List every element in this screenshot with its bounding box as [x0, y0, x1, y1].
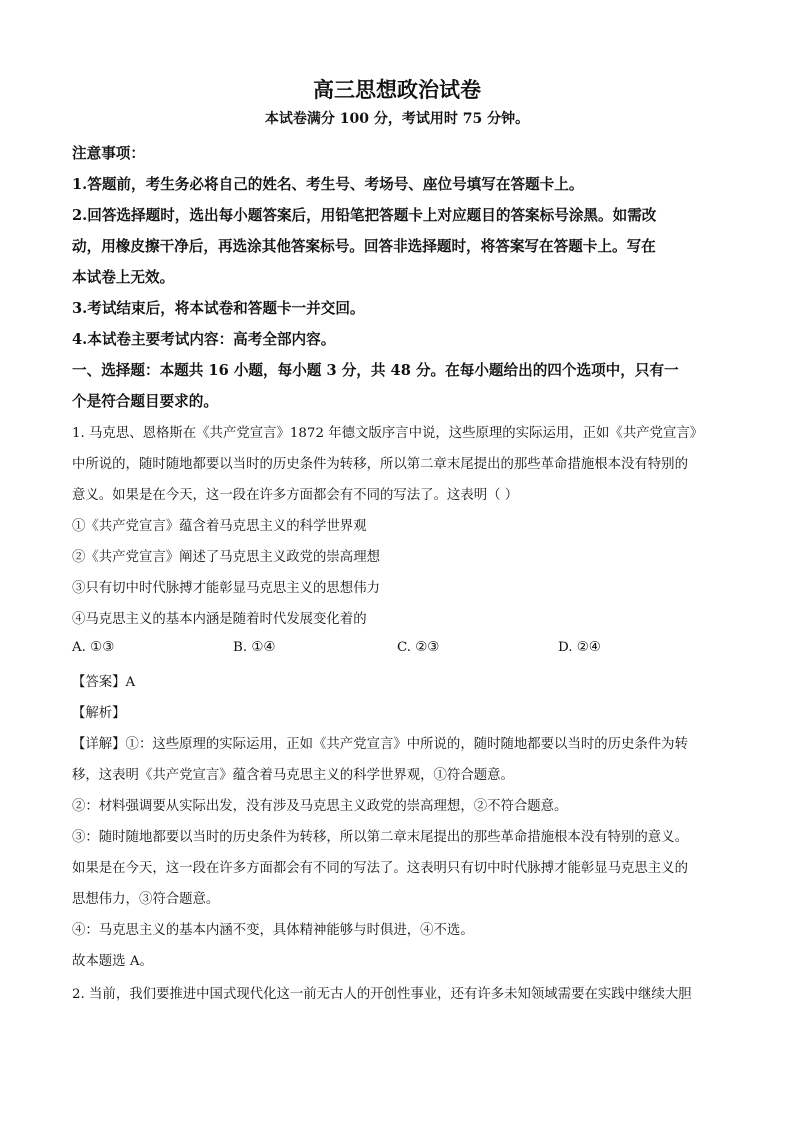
option-b: B. ①④	[233, 640, 276, 655]
question-1-statement: ②《共产党宣言》阐述了马克思主义政党的崇高理想	[72, 550, 380, 565]
analysis-line: 如果是在今天，这一段在许多方面都会有不同的写法了。这表明只有切中时代脉搏才能彰显马克思主义的	[72, 861, 688, 876]
option-c: C. ②③	[397, 640, 440, 655]
analysis-line: 思想伟力，③符合题意。	[72, 892, 220, 907]
question-1-stem: 意义。如果是在今天，这一段在许多方面都会有不同的写法了。这表明（ ）	[72, 488, 519, 503]
notes-item: 动，用橡皮擦干净后，再选涂其他答案标号。回答非选择题时，将答案写在答题卡上。写在	[72, 238, 656, 255]
analysis-line: 故本题选 A。	[72, 954, 153, 969]
notes-item: 3.考试结束后，将本试卷和答题卡一并交回。	[72, 300, 365, 317]
question-1-statement: ①《共产党宣言》蕴含着马克思主义的科学世界观	[72, 519, 367, 534]
notes-heading: 注意事项：	[72, 145, 145, 162]
page-title: 高三思想政治试卷	[313, 77, 481, 102]
question-1-stem: 中所说的，随时随地都要以当时的历史条件为转移，所以第二章末尾提出的那些革命措施根本没有特别的	[72, 457, 688, 472]
analysis-line: 移，这表明《共产党宣言》蕴含着马克思主义的科学世界观，①符合题意。	[72, 768, 514, 783]
question-2-stem: 2. 当前，我们要推进中国式现代化这一前无古人的开创性事业，还有许多未知领域需要在实践中继续大胆	[72, 987, 692, 1002]
question-1-stem: 1. 马克思、恩格斯在《共产党宣言》1872 年德文版序言中说，这些原理的实际运用，正如《共产党宣言》	[72, 426, 704, 441]
analysis-line: 【详解】①：这些原理的实际运用，正如《共产党宣言》中所说的，随时随地都要以当时的历史条件为转	[72, 737, 688, 752]
page-subtitle: 本试卷满分 100 分，考试用时 75 分钟。	[264, 111, 530, 127]
option-a: A. ①③	[72, 640, 115, 655]
analysis-label: 【解析】	[72, 706, 126, 721]
section-heading: 一、选择题：本题共 16 小题，每小题 3 分，共 48 分。在每小题给出的四个选项中，只有一	[72, 362, 679, 379]
analysis-line: ③：随时随地都要以当时的历史条件为转移，所以第二章末尾提出的那些革命措施根本没有特别的意义。	[72, 830, 688, 845]
question-1-statement: ③只有切中时代脉搏才能彰显马克思主义的思想伟力	[72, 581, 380, 596]
notes-item: 2.回答选择题时，选出每小题答案后，用铅笔把答题卡上对应题目的答案标号涂黑。如需改	[72, 207, 657, 224]
answer: 【答案】A	[72, 675, 136, 690]
analysis-line: ④：马克思主义的基本内涵不变，具体精神能够与时俱进，④不选。	[72, 923, 474, 938]
option-d: D. ②④	[558, 640, 601, 655]
notes-item: 本试卷上无效。	[72, 269, 175, 286]
notes-item: 4.本试卷主要考试内容：高考全部内容。	[72, 331, 336, 348]
question-1-statement: ④马克思主义的基本内涵是随着时代发展变化着的	[72, 612, 367, 627]
section-heading-cont: 个是符合题目要求的。	[72, 393, 218, 410]
analysis-line: ②：材料强调要从实际出发，没有涉及马克思主义政党的崇高理想，②不符合题意。	[72, 799, 568, 814]
notes-item: 1.答题前，考生务必将自己的姓名、考生号、考场号、座位号填写在答题卡上。	[72, 176, 584, 193]
